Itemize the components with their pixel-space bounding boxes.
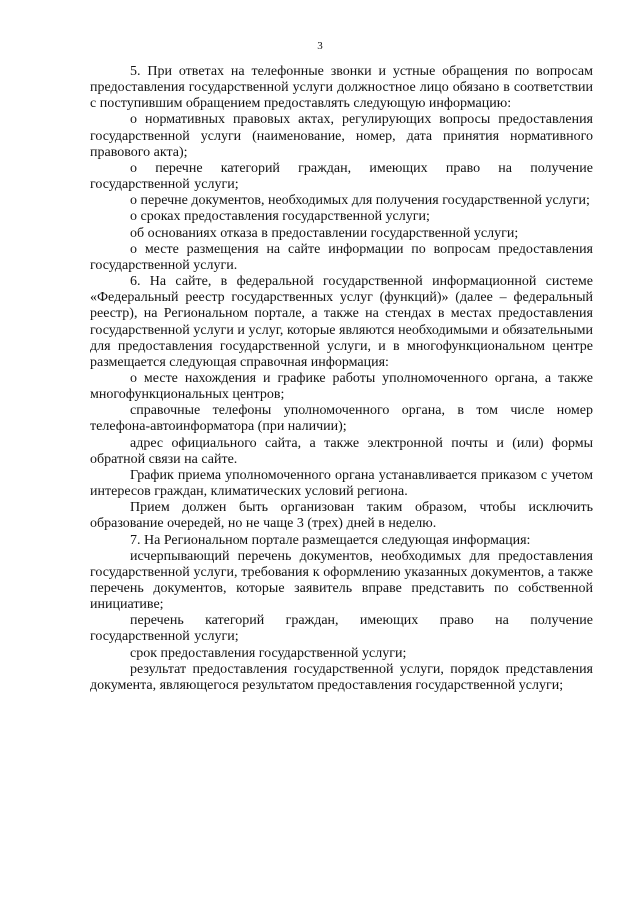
paragraph-5-item-citizen-categories: о перечне категорий граждан, имеющих право на получение государственной услуги; [90, 160, 593, 193]
document-body [90, 64, 593, 694]
paragraph-5: 5. При ответах на телефонные звонки и устные обращения по вопросам предоставления государственной услуги должностное лицо обязано в соответствии с поступившим обращением предоставлять следующую информацию: [90, 64, 593, 112]
paragraph-5-item-refusal-grounds: об основаниях отказа в предоставлении государственной услуги; [130, 225, 519, 241]
paragraph-6-item-phones: справочные телефоны уполномоченного органа, в том числе номер телефона-автоинформатора (при наличии); [90, 403, 593, 435]
paragraph-7-item-documents-list: исчерпывающий перечень документов, необходимых для предоставления государственной услуги, требования к оформлению указанных документов, а также перечень документов, которые заявитель вправе представить по собственной инициативе; [90, 548, 593, 613]
paragraph-7-item-term: срок предоставления государственной услуги; [130, 645, 407, 661]
paragraph-reception: Прием должен быть организован таким образом, чтобы исключить образование очередей, но не чаще 3 (трех) дней в неделю. [90, 500, 593, 532]
paragraph-schedule: График приема уполномоченного органа устанавливается приказом с учетом интересов граждан, климатических условий региона. [90, 467, 593, 500]
paragraph-7-item-citizen-categories: перечень категорий граждан, имеющих право на получение государственной услуги; [90, 613, 593, 645]
paragraph-5-item-site-info: о месте размещения на сайте информации по вопросам предоставления государственной услуги. [90, 241, 593, 273]
paragraph-6: 6. На сайте, в федеральной государственной информационной системе «Федеральный реестр государственных услуг (функций)» (далее – федеральный реестр), на Региональном портале, а также на стендах в местах предоставления государственной услуги и услуг, которые являются необходимыми и обязательными для предоставления государственной услуги, и в многофункциональном центре размещается следующая справочная информация: [90, 274, 593, 370]
paragraph-5-item-documents: о перечне документов, необходимых для получения государственной услуги; [130, 193, 590, 209]
paragraph-5-item-terms: о сроках предоставления государственной услуги; [130, 209, 430, 225]
paragraph-7: 7. На Региональном портале размещается следующая информация: [130, 532, 531, 548]
paragraph-6-item-location: о месте нахождения и графике работы уполномоченного органа, а также многофункциональных центров; [90, 370, 593, 403]
paragraph-7-item-result: результат предоставления государственной услуги, порядок представления документа, являющегося результатом предоставления государственной услуги; [90, 661, 593, 693]
page-number: 3 [317, 40, 323, 52]
paragraph-6-item-website: адрес официального сайта, а также электронной почты и (или) формы обратной связи на сайте. [90, 435, 593, 467]
paragraph-5-item-normative-acts: о нормативных правовых актах, регулирующих вопросы предоставления государственной услуги (наименование, номер, дата принятия нормативного правового акта); [90, 112, 593, 160]
